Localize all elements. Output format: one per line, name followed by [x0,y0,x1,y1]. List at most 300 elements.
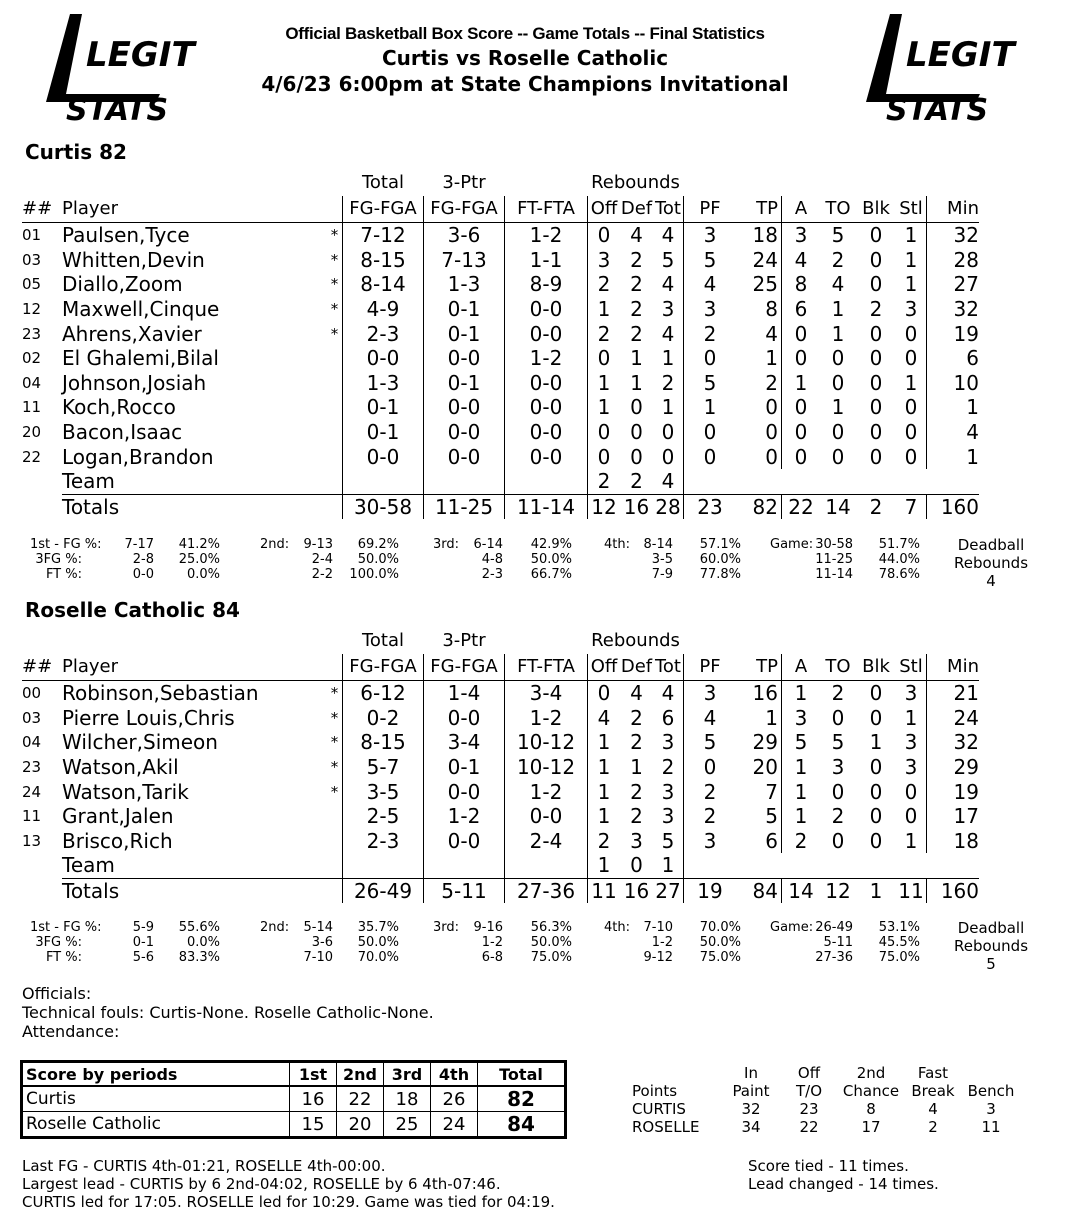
ft: 2-2 [311,567,333,582]
stat-blk: 0 [869,705,883,730]
three-point-group-header: 3-Ptr [442,172,486,193]
spacer [896,628,927,654]
stat-a: 6 [794,297,808,322]
stat-off: 3 [588,248,621,273]
total-off: 12 [588,494,621,519]
jersey-number: 24 [22,782,42,801]
stat-off: 2 [588,469,621,494]
player-row [22,779,979,804]
stat-tot: 1 [653,853,684,878]
num-header: ## [22,196,62,223]
starter-mark [327,444,343,469]
quarter-percentages [156,920,220,965]
jersey-number: 01 [22,226,42,245]
fg: 5-9 [132,920,154,935]
total-to: 14 [820,494,856,519]
tp: 2-8 [132,552,154,567]
stat-min: 1 [966,395,979,420]
score-by-periods-label: Score by periods [23,1063,290,1087]
deadball-rebounds [946,919,1036,973]
stat-off: 2 [588,829,621,854]
off-header: Off [588,654,621,681]
stat-tp3: 0-1 [424,755,505,780]
fg: 26-49 [815,920,853,935]
bench-header: Bench [967,1082,1015,1100]
ft-label: FT %: [45,567,82,582]
total-stl: 7 [896,494,927,519]
period-score: 24 [431,1112,478,1137]
spacer [327,170,343,196]
starter-mark: * [330,324,339,343]
stat-ft: 0-0 [505,395,588,420]
stat-def: 0 [630,395,643,420]
quarter-percentages [677,920,741,965]
matchup-title: Curtis vs Roselle Catholic [381,46,669,70]
stat-tp: 0 [736,444,782,469]
fg-pct: 53.1% [878,920,920,935]
quarter-percentages [508,537,572,582]
stat-tp3: 1-3 [424,272,505,297]
player-row [22,420,979,445]
stat-to: 0 [831,705,845,730]
stat-pf: 0 [703,420,717,445]
fg-pct: 55.6% [178,920,220,935]
legit-stats-logo-right [862,10,1015,128]
stat-stl: 0 [896,346,927,371]
stat-stl: 1 [896,248,927,273]
stat-min: 27 [953,272,979,297]
rebounds-group-header: Rebounds [591,630,680,651]
spacer [62,170,327,196]
starter-mark: * [330,226,339,245]
score-row [23,1112,565,1137]
stat-def: 3 [630,828,643,853]
player-row [22,395,979,420]
quarter-label [30,920,102,965]
ft-pct: 75.0% [699,950,741,965]
points-row [632,1100,1020,1118]
spacer [684,628,737,654]
stat-ft: 0-0 [505,321,588,346]
stat-tp: 6 [736,829,782,854]
tp: 5-11 [823,935,853,950]
player-row [22,321,979,346]
stat-off: 2 [588,321,621,346]
stat-min: 19 [953,779,979,804]
stat-pf: 2 [703,779,717,804]
stat-pf: 3 [703,223,717,248]
tp-pct: 0.0% [186,935,220,950]
quarter-percentages [508,920,572,965]
stat-stl: 1 [896,829,927,854]
quarter-made-attempts [94,920,154,965]
stat-min: 21 [953,681,979,706]
totals-row [22,878,979,903]
tp: 3-6 [311,935,333,950]
stat-fg: 2-3 [343,321,424,346]
total-a: 22 [782,494,821,519]
ft: 0-0 [132,567,154,582]
def-header: Def [620,654,653,681]
stat-stl: 1 [896,371,927,396]
totals-row [22,494,979,519]
stat-blk: 0 [869,272,883,297]
tp-pct: 25.0% [178,552,220,567]
logo-bottom-text: STATS [66,93,169,128]
stat-pf: 3 [703,297,717,322]
spacer [343,853,424,878]
starter-mark: * [330,300,339,319]
jersey-number: 00 [22,684,42,703]
player-name: Diallo,Zoom [62,272,183,297]
period-score: 16 [290,1086,337,1112]
stat-fg: 5-7 [343,755,424,780]
spacer [424,469,505,494]
stat-off: 0 [588,420,621,445]
stat-blk: 0 [869,828,883,853]
stat-ft: 1-2 [505,346,588,371]
stat-off: 2 [588,272,621,297]
spacer [820,853,856,878]
starter-mark: * [330,708,339,727]
to-header: TO [820,654,856,681]
ft-header: FT-FTA [505,654,588,681]
stat-stl: 3 [896,730,927,755]
ft: 7-9 [651,567,673,582]
jersey-number: 13 [22,831,42,850]
stat-min: 24 [953,705,979,730]
stat-tot: 5 [653,248,684,273]
tp: 2-4 [311,552,333,567]
stat-pf: 3 [703,828,717,853]
spacer [820,170,856,196]
fg-pct: 57.1% [699,537,741,552]
stat-fg: 8-14 [343,272,424,297]
box-score-table [22,628,979,903]
legit-stats-logo-left [42,10,195,128]
stat-blk: 0 [869,681,883,706]
stat-min: 18 [953,828,979,853]
stat-def: 2 [630,730,643,755]
quarter-percentages [335,920,399,965]
quarter-name: 2nd: [260,920,290,935]
ft-pct: 0.0% [186,567,220,582]
tp3-header: FG-FGA [424,196,505,223]
stat-tp: 18 [736,223,782,248]
spacer [424,853,505,878]
team-name: Roselle Catholic [23,1112,290,1137]
lead-changed: Lead changed - 14 times. [748,1175,939,1193]
stat-tot: 1 [653,395,684,420]
stat-stl: 0 [896,444,927,469]
stat-ft: 8-9 [505,272,588,297]
quarter-percentages [856,920,920,965]
player-name: Johnson,Josiah [62,370,207,395]
spacer [505,628,588,654]
player-row [22,371,979,396]
spacer [820,469,856,494]
stat-a: 0 [794,321,808,346]
spacer [856,170,896,196]
stat-tp: 16 [736,681,782,706]
stat-pf: 0 [703,444,717,469]
spacer [684,170,737,196]
stat-min: 1 [966,444,979,469]
spacer [927,170,980,196]
starter-mark [327,804,343,829]
stat-a: 0 [794,395,808,420]
total-def: 16 [620,878,653,903]
tp: 1-2 [481,935,503,950]
stat-stl: 1 [896,272,927,297]
team-title: Roselle Catholic 84 [25,598,240,622]
stat-def: 2 [630,297,643,322]
chance-points: 8 [866,1100,876,1118]
paint-header-1: In [744,1064,758,1082]
def-header: Def [620,196,653,223]
stat-blk: 0 [869,804,883,829]
fg-pct: 70.0% [699,920,741,935]
blk-header: Blk [856,196,896,223]
spacer [343,469,424,494]
fg-pct: 56.3% [530,920,572,935]
team-label: Team [62,853,115,878]
total-ft: 27-36 [505,878,588,903]
to-points: 23 [799,1100,819,1118]
tp-pct: 44.0% [878,552,920,567]
stat-blk: 0 [869,444,883,469]
spacer [782,170,821,196]
spacer [927,628,980,654]
player-name: Paulsen,Tyce [62,223,190,248]
stat-tot: 4 [653,223,684,248]
total-tp3: 5-11 [424,878,505,903]
box-score-table [22,170,979,519]
stat-pf: 0 [703,346,717,371]
logo-bottom-text: STATS [886,93,989,128]
stat-tp: 0 [736,420,782,445]
to-header: TO [820,196,856,223]
tot-header: Tot [653,654,684,681]
stat-tp3: 1-2 [424,804,505,829]
team-name: Curtis [23,1086,290,1112]
period-3-header: 3rd [384,1063,431,1087]
stat-ft: 1-1 [505,248,588,273]
jersey-number: 02 [22,349,42,368]
stat-min: 6 [966,346,979,371]
quarter-name: Game: [770,537,814,552]
stat-tp: 1 [736,346,782,371]
total-tp: 82 [736,494,782,519]
period-score: 22 [337,1086,384,1112]
stat-pf: 5 [703,370,717,395]
stat-def: 4 [630,681,643,706]
spacer [927,469,980,494]
stat-blk: 0 [869,247,883,272]
stat-a: 8 [794,272,808,297]
team-row [22,469,979,494]
stat-ft: 0-0 [505,804,588,829]
stat-off: 1 [588,853,621,878]
stat-def: 2 [630,779,643,804]
total-pf: 23 [684,494,737,519]
stat-tp: 7 [736,779,782,804]
stat-pf: 4 [703,272,717,297]
tp-pct: 50.0% [699,935,741,950]
period-score: 26 [431,1086,478,1112]
spacer [856,853,896,878]
stat-off: 0 [588,346,621,371]
points-row [632,1118,1020,1136]
stat-tp3: 0-1 [424,321,505,346]
starter-mark: * [330,733,339,752]
spacer [505,170,588,196]
officials: Officials: [22,984,92,1003]
stat-a: 1 [794,804,808,829]
total-def: 16 [620,494,653,519]
stat-def: 2 [630,321,643,346]
stat-def: 2 [630,272,643,297]
tp: 0-1 [132,935,154,950]
stat-min: 32 [953,223,979,248]
stat-tot: 1 [653,346,684,371]
period-score: 25 [384,1112,431,1137]
stat-tot: 3 [653,779,684,804]
stat-to: 0 [831,420,845,445]
spacer [684,853,737,878]
score-row [23,1086,565,1112]
jersey-number: 12 [22,300,42,319]
quarter-label [30,537,102,582]
stat-tp: 20 [736,755,782,780]
stat-tot: 4 [653,469,684,494]
stat-min: 17 [953,804,979,829]
stat-tot: 5 [653,829,684,854]
tp: 4-8 [481,552,503,567]
spacer [896,469,927,494]
total-score: 82 [478,1086,565,1112]
period-1-header: 1st [290,1063,337,1087]
stat-tp3: 0-1 [424,297,505,322]
chance-header-1: 2nd [856,1064,886,1082]
spacer [327,853,343,878]
quarter-made-attempts [94,537,154,582]
stat-tot: 6 [653,706,684,731]
player-row [22,681,979,706]
player-header: Player [62,196,327,223]
starter-mark [327,371,343,396]
total-min: 160 [927,494,980,519]
stat-off: 1 [588,779,621,804]
stat-tot: 0 [653,444,684,469]
spacer [684,469,737,494]
starter-mark [327,346,343,371]
player-row [22,346,979,371]
ft-pct: 75.0% [878,950,920,965]
logo-top-text: LEGIT [86,35,195,75]
stat-blk: 0 [869,779,883,804]
fg-header: FG-FGA [343,654,424,681]
stat-ft: 2-4 [505,829,588,854]
points-label: Points [632,1082,678,1100]
spacer [505,853,588,878]
fg-pct: 42.9% [530,537,572,552]
rebounds-label: Rebounds [953,937,1029,955]
jersey-number: 03 [22,250,42,269]
spacer [736,469,782,494]
quarter-made-attempts [613,537,673,582]
stat-pf: 5 [703,247,717,272]
spacer [896,853,927,878]
spacer [22,628,62,654]
totals-label: Totals [62,494,327,519]
stat-min: 28 [953,247,979,272]
stat-fg: 7-12 [343,223,424,248]
total-score: 84 [478,1112,565,1137]
stat-def: 2 [630,705,643,730]
starter-mark [327,420,343,445]
rebounds-group-header: Rebounds [591,172,680,193]
quarter-made-attempts [793,920,853,965]
spacer [22,469,62,494]
starter-mark: * [330,684,339,703]
stat-def: 0 [630,420,643,445]
stat-stl: 1 [896,706,927,731]
stat-fg: 3-5 [343,779,424,804]
stat-def: 1 [630,370,643,395]
team-name: CURTIS [632,1100,686,1118]
stat-tot: 4 [653,321,684,346]
stat-ft: 1-2 [505,779,588,804]
quarter-name: 4th: [604,920,630,935]
stat-off: 1 [588,297,621,322]
fg-pct: 69.2% [357,537,399,552]
deadball-rebounds [946,536,1036,590]
spacer [782,853,821,878]
stat-min: 29 [953,755,979,780]
quarter-name: 1st - FG %: [30,537,102,552]
tot-header: Tot [653,196,684,223]
stat-to: 3 [831,755,845,780]
stat-fg: 0-2 [343,706,424,731]
spacer [22,853,62,878]
jersey-number: 05 [22,275,42,294]
rebounds-label: Rebounds [953,554,1029,572]
stat-ft: 1-2 [505,706,588,731]
stat-tp: 0 [736,395,782,420]
total-fg: 30-58 [343,494,424,519]
jersey-number: 04 [22,733,42,752]
fast-break-points: 4 [928,1100,938,1118]
stat-to: 1 [831,395,845,420]
period-score: 20 [337,1112,384,1137]
stat-fg: 0-0 [343,346,424,371]
stat-off: 0 [588,681,621,706]
player-name: Grant,Jalen [62,804,174,829]
quarter-name: 3rd: [433,920,460,935]
jersey-number: 04 [22,373,42,392]
blk-header: Blk [856,654,896,681]
spacer [327,469,343,494]
team-label: Team [62,469,115,494]
largest-lead: Largest lead - CURTIS by 6 2nd-04:02, ROSELLE by 6 4th-07:46. [22,1175,501,1193]
stat-tp: 4 [736,321,782,346]
stat-tot: 3 [653,297,684,322]
stat-a: 2 [794,828,808,853]
spacer [327,654,343,681]
stat-blk: 0 [869,346,883,371]
deadball-value: 5 [986,955,996,973]
